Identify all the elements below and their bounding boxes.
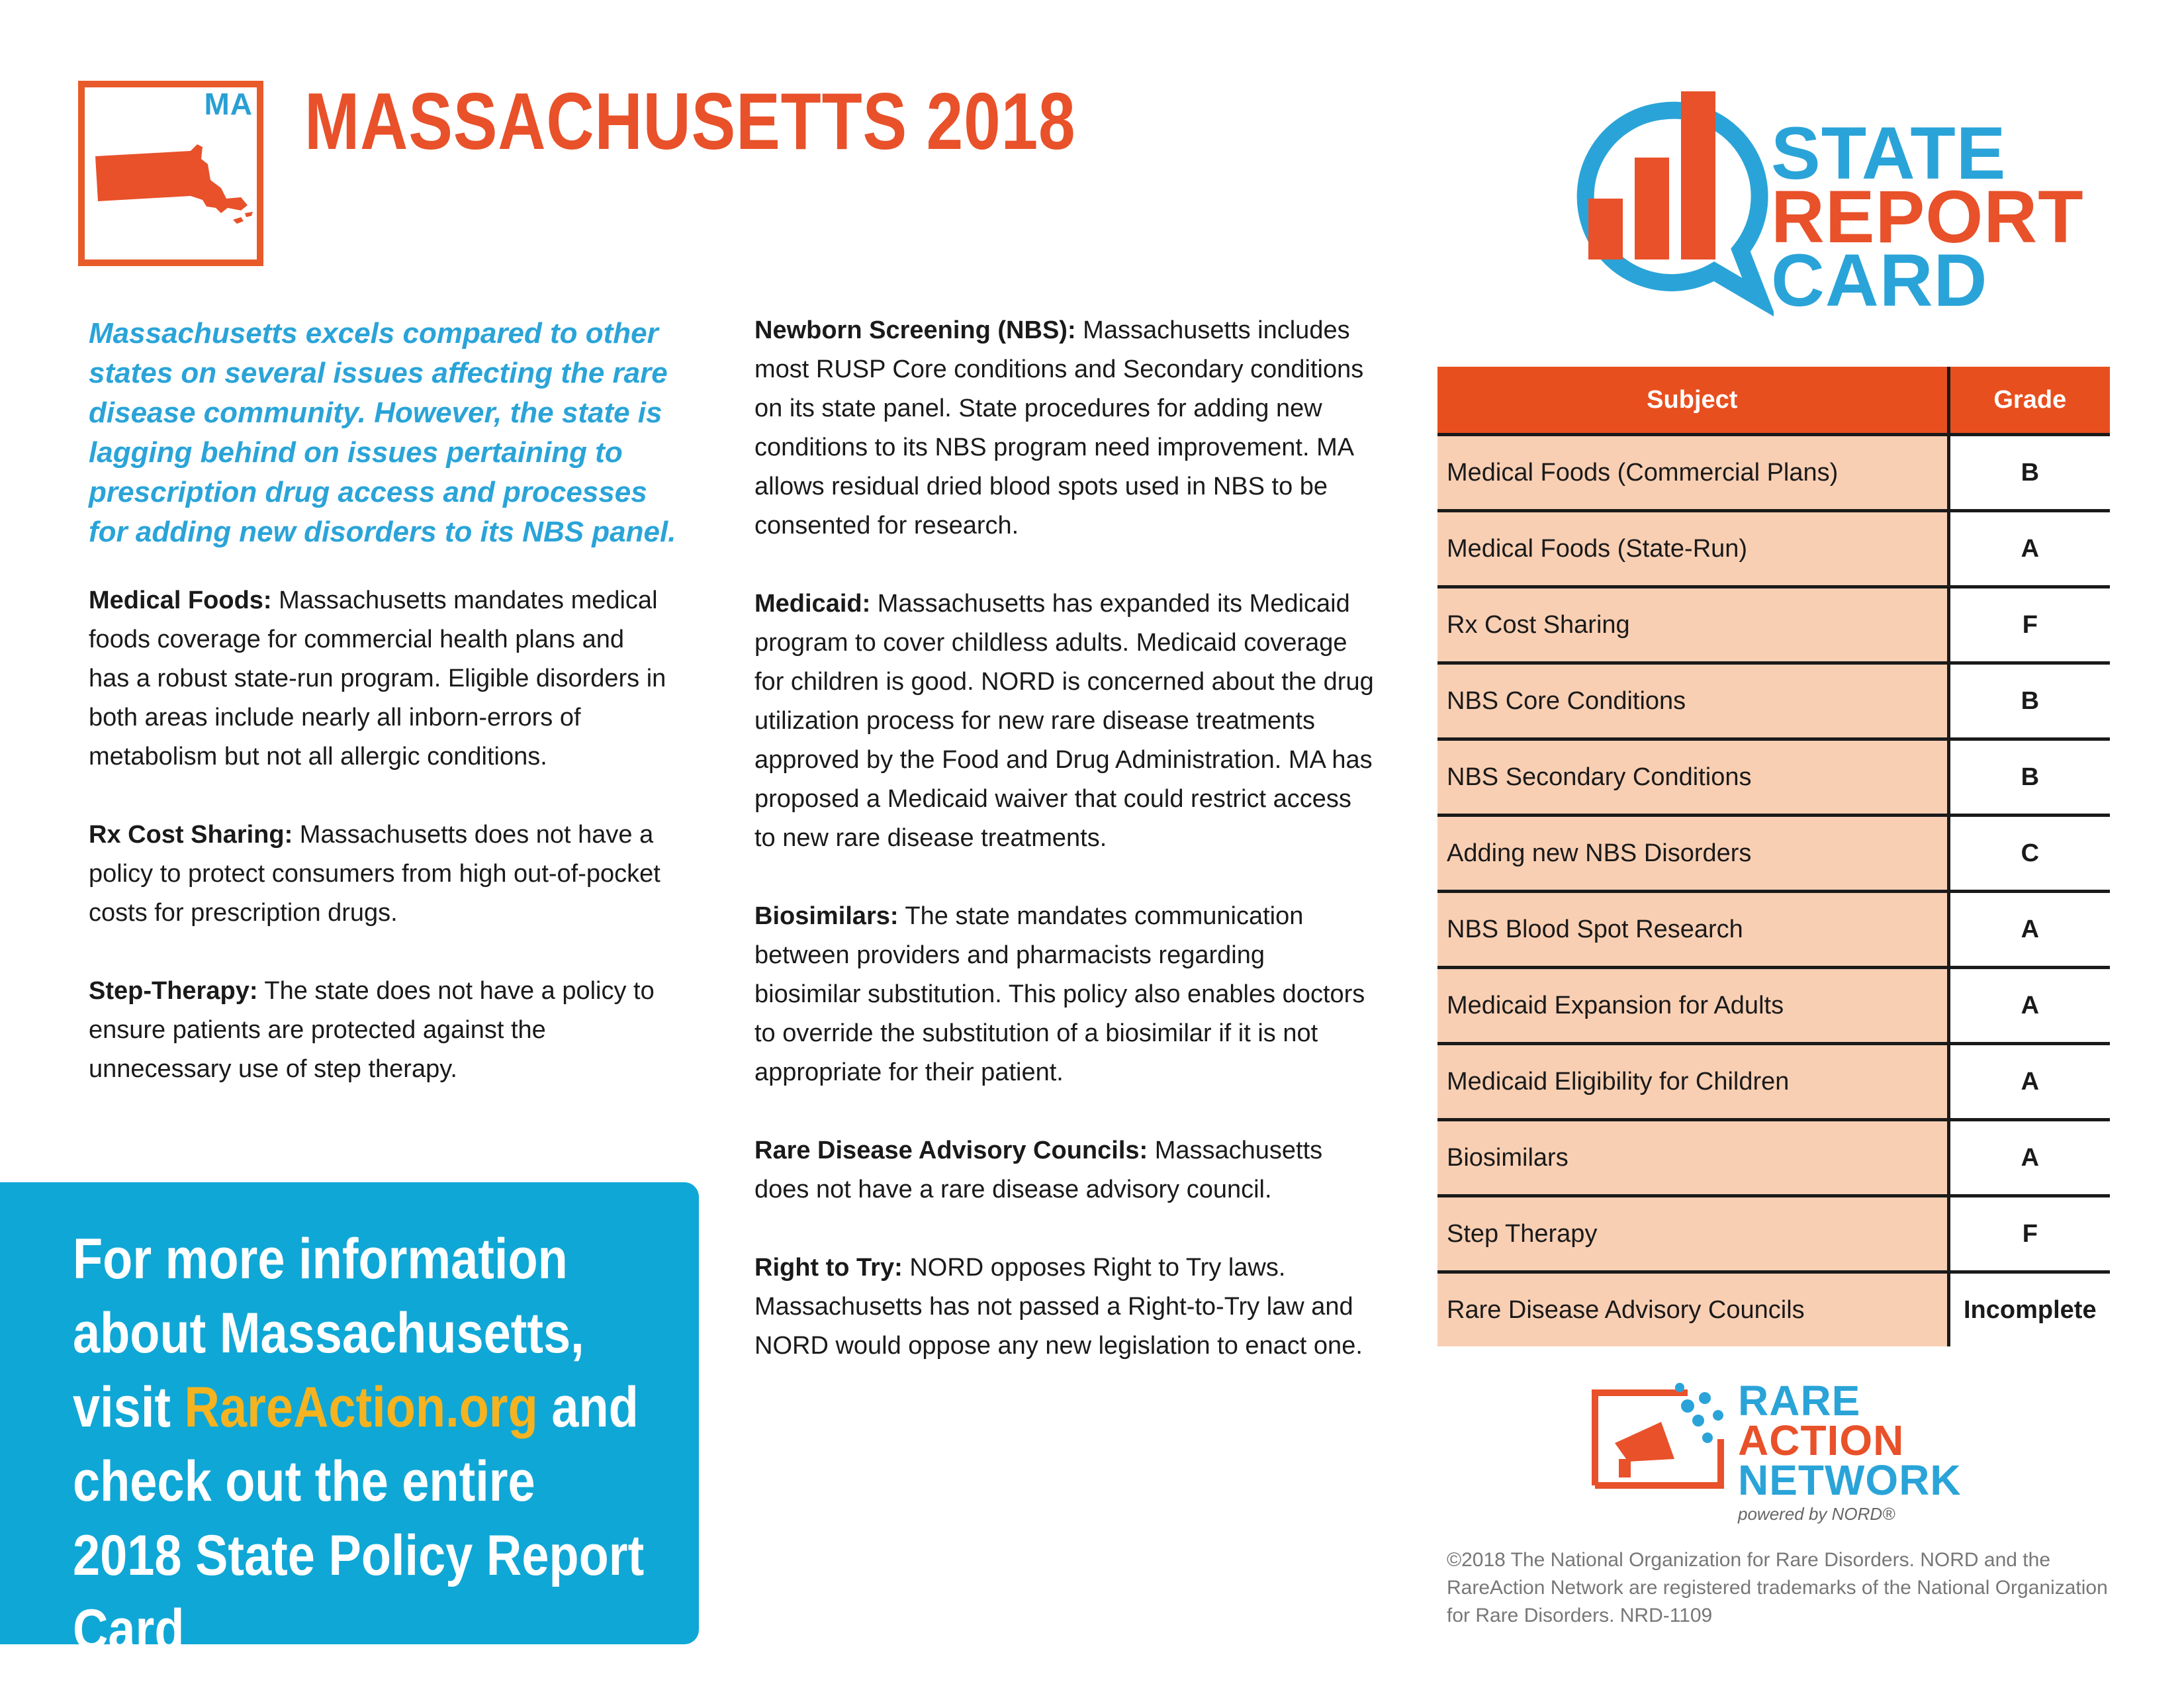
subject-cell: NBS Secondary Conditions	[1437, 739, 1948, 816]
section-text: The state does not have a policy to ensure patients are protected against the unnecessary use of step therapy.	[89, 977, 655, 1083]
policy-column-middle	[754, 311, 1377, 1405]
rare-action-network-logo	[1588, 1370, 2012, 1529]
logo-word-state: STATE	[1771, 112, 2007, 195]
massachusetts-map-icon	[91, 127, 257, 253]
table-header-row	[1437, 367, 2110, 435]
policy-column-left	[89, 581, 671, 1128]
logo-word-card: CARD	[1771, 239, 1988, 322]
section-text: The state mandates communication between providers and pharmacists regarding biosimilar substitution. This policy also enables doctors to override the substitution of a biosimilar if it is not appropriate for their patient.	[754, 902, 1365, 1086]
section-newborn-screening	[754, 311, 1377, 545]
section-right-to-try	[754, 1248, 1377, 1366]
ran-word-rare: RARE	[1738, 1377, 1861, 1425]
grade-cell: A	[1948, 968, 2110, 1044]
rareaction-link[interactable]: RareAction.org	[184, 1376, 538, 1439]
section-biosimilars	[754, 897, 1377, 1092]
section-medicaid	[754, 585, 1377, 858]
table-row	[1437, 739, 2110, 816]
section-text: Massachusetts includes most RUSP Core conditions and Secondary conditions on its state panel. State procedures for adding new conditions to its NBS program need improvement. MA allows residual dried blood spots used in NBS to be consented for research.	[754, 316, 1364, 539]
megaphone-icon	[1588, 1380, 1734, 1512]
callout-text-after: and check out the entire 2018 State Policy Report Card	[73, 1376, 645, 1662]
grade-cell: F	[1948, 1196, 2110, 1272]
section-heading: Medicaid:	[754, 590, 871, 618]
more-info-callout	[0, 1182, 699, 1662]
column-header-subject: Subject	[1437, 367, 1948, 435]
ran-word-network: NETWORK	[1738, 1456, 1962, 1504]
table-row	[1437, 1196, 2110, 1272]
section-heading: Rare Disease Advisory Councils:	[754, 1137, 1148, 1164]
section-heading: Newborn Screening (NBS):	[754, 316, 1076, 344]
subject-cell: Medical Foods (State-Run)	[1437, 511, 1948, 587]
subject-cell: Adding new NBS Disorders	[1437, 816, 1948, 892]
grade-table	[1437, 367, 2110, 1346]
section-text: Massachusetts mandates medical foods coverage for commercial health plans and has a robust state-run program. Eligible disorders in both areas include nearly all inborn-errors of metabolism but not all allergic conditions.	[89, 586, 666, 771]
subject-cell: Rx Cost Sharing	[1437, 587, 1948, 663]
section-text: Massachusetts does not have a rare disease advisory council.	[754, 1137, 1323, 1203]
subject-cell: Rare Disease Advisory Councils	[1437, 1272, 1948, 1347]
callout-text-before: For more information about Massachusetts, visit	[73, 1227, 584, 1439]
section-heading: Right to Try:	[754, 1254, 903, 1282]
callout-text	[73, 1222, 653, 1667]
table-row	[1437, 587, 2110, 663]
section-heading: Step-Therapy:	[89, 977, 258, 1005]
table-row	[1437, 663, 2110, 739]
subject-cell: Medicaid Eligibility for Children	[1437, 1044, 1948, 1120]
section-heading: Biosimilars:	[754, 902, 899, 930]
subject-cell: Medicaid Expansion for Adults	[1437, 968, 1948, 1044]
table-row	[1437, 816, 2110, 892]
section-text: Massachusetts has expanded its Medicaid program to cover childless adults. Medicaid coverage for children is good. NORD is concerned about the drug utilization process for new rare disease treatments approved by the Food and Drug Administration. MA has proposed a Medicaid waiver that could restrict access to new rare disease treatments.	[754, 590, 1374, 852]
grade-cell: F	[1948, 587, 2110, 663]
grade-cell: A	[1948, 1044, 2110, 1120]
section-text: NORD opposes Right to Try laws. Massachusetts has not passed a Right-to-Try law and NORD would oppose any new legislation to enact one.	[754, 1254, 1363, 1360]
table-row	[1437, 511, 2110, 587]
subject-cell: Step Therapy	[1437, 1196, 1948, 1272]
state-report-card-logo	[1549, 85, 2084, 322]
grade-cell: C	[1948, 816, 2110, 892]
subject-cell: Biosimilars	[1437, 1120, 1948, 1196]
section-step-therapy	[89, 972, 671, 1089]
section-rx-cost-sharing	[89, 816, 671, 933]
grade-cell: A	[1948, 511, 2110, 587]
section-text: Massachusetts does not have a policy to protect consumers from high out-of-pocket costs for prescription drugs.	[89, 821, 660, 927]
state-badge	[78, 81, 263, 266]
page-title: MASSACHUSETTS 2018	[304, 76, 1076, 166]
section-heading: Medical Foods:	[89, 586, 272, 614]
ran-word-action: ACTION	[1738, 1417, 1905, 1464]
subject-cell: Medical Foods (Commercial Plans)	[1437, 435, 1948, 511]
state-abbrev: MA	[204, 87, 253, 121]
table-row	[1437, 968, 2110, 1044]
subject-cell: NBS Core Conditions	[1437, 663, 1948, 739]
column-header-grade: Grade	[1948, 367, 2110, 435]
copyright-notice: ©2018 The National Organization for Rare Disorders. NORD and the RareAction Network are registered trademarks of the National Organization for Rare Disorders. NRD-1109	[1447, 1549, 2108, 1626]
logo-word-report: REPORT	[1771, 175, 2084, 258]
section-advisory-councils	[754, 1131, 1377, 1209]
grade-cell: A	[1948, 1120, 2110, 1196]
section-medical-foods	[89, 581, 671, 776]
table-row	[1437, 1272, 2110, 1347]
grade-cell: Incomplete	[1948, 1272, 2110, 1347]
table-row	[1437, 435, 2110, 511]
speech-bubble-chart-icon	[1549, 85, 1774, 316]
grade-cell: A	[1948, 892, 2110, 968]
table-row	[1437, 1044, 2110, 1120]
subject-cell: NBS Blood Spot Research	[1437, 892, 1948, 968]
section-heading: Rx Cost Sharing:	[89, 821, 293, 849]
intro-summary: Massachusetts excels compared to other states on several issues affecting the rare disease community. However, the state is lagging behind on issues pertaining to prescription drug access and processes for adding new disorders to its NBS panel.	[89, 317, 676, 548]
table-row	[1437, 892, 2110, 968]
powered-by-nord: powered by NORD®	[1738, 1504, 1895, 1524]
grade-cell: B	[1948, 435, 2110, 511]
table-row	[1437, 1120, 2110, 1196]
grade-cell: B	[1948, 663, 2110, 739]
grade-cell: B	[1948, 739, 2110, 816]
